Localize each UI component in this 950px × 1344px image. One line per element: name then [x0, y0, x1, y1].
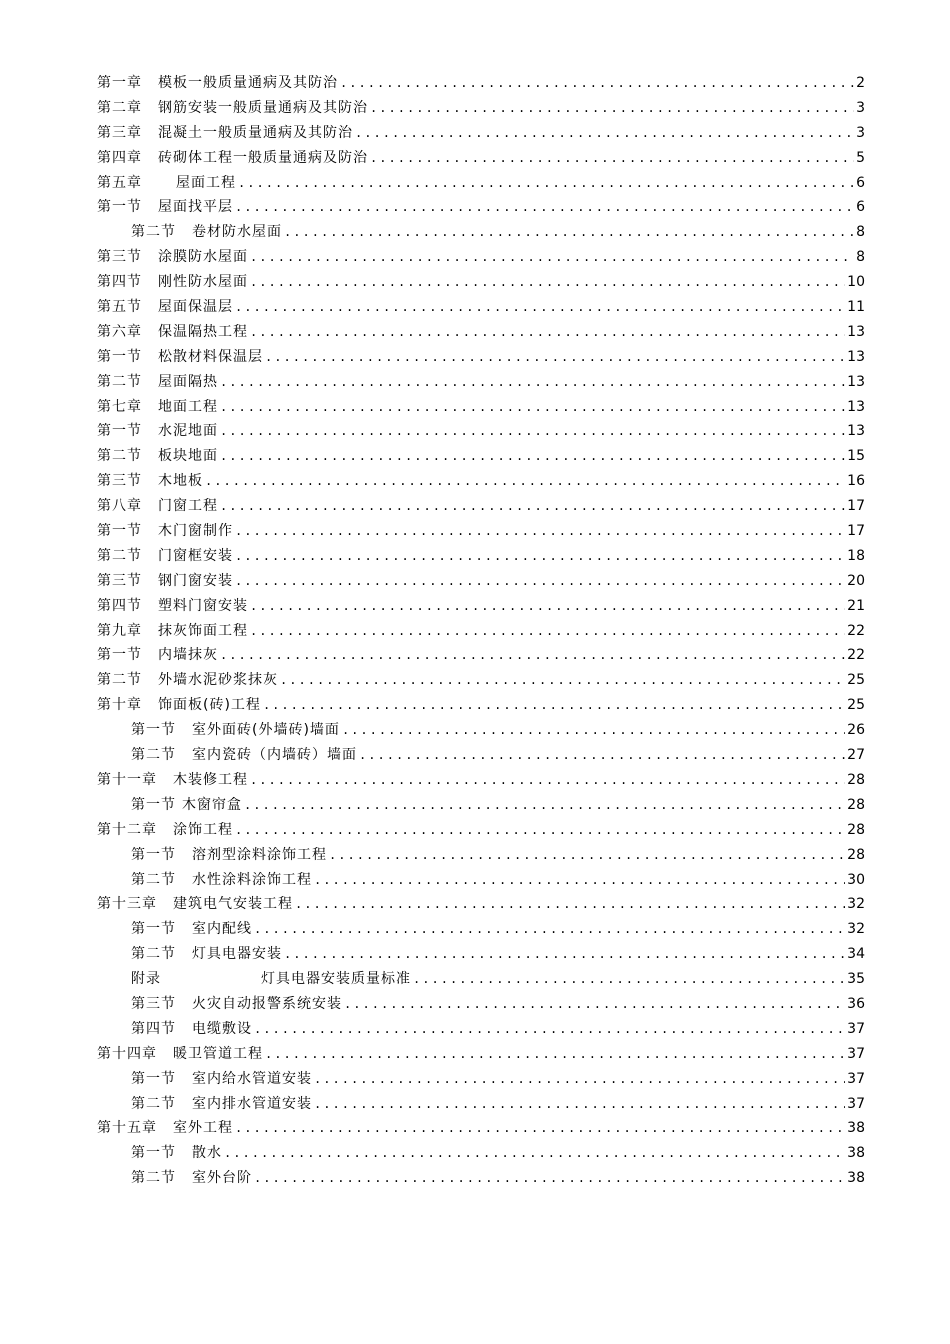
toc-entry-label [97, 245, 248, 270]
toc-dot-leader [235, 195, 854, 220]
toc-entry[interactable] [97, 892, 865, 917]
toc-entry[interactable] [97, 942, 865, 967]
toc-entry-title: 木窗帘盒 [182, 796, 242, 813]
toc-entry-title: 外墙水泥砂浆抹灰 [158, 672, 278, 689]
toc-page-number: 10 [847, 274, 865, 291]
toc-entry-number: 第一节 [131, 846, 176, 863]
toc-entry-title: 建筑电气安装工程 [173, 896, 293, 913]
toc-page-number: 17 [847, 523, 865, 540]
toc-entry-title: 火灾自动报警系统安装 [192, 995, 342, 1012]
toc-entry-label [97, 146, 368, 171]
toc-entry[interactable] [97, 444, 865, 469]
toc-entry-number: 第一节 [131, 921, 176, 938]
toc-page-number: 8 [856, 224, 865, 241]
toc-entry-title: 内墙抹灰 [158, 647, 218, 664]
toc-page-number: 6 [856, 174, 865, 191]
toc-entry[interactable] [97, 868, 865, 893]
toc-page-number: 34 [847, 946, 865, 963]
toc-entry-label [97, 643, 218, 668]
toc-page-number: 13 [847, 398, 865, 415]
toc-page-number: 8 [856, 249, 865, 266]
toc-entry-label [97, 519, 233, 544]
toc-entry-title: 涂饰工程 [173, 821, 233, 838]
toc-entry[interactable] [97, 544, 865, 569]
toc-entry[interactable] [97, 768, 865, 793]
toc-dot-leader [235, 295, 845, 320]
toc-entry-title: 混凝土一般质量通病及其防治 [158, 124, 353, 141]
toc-entry-title: 饰面板(砖)工程 [158, 697, 261, 714]
toc-page-number: 38 [847, 1145, 865, 1162]
toc-entry[interactable] [97, 917, 865, 942]
toc-entry[interactable] [97, 494, 865, 519]
toc-entry-number: 第二节 [131, 946, 176, 963]
toc-page-number: 38 [847, 1120, 865, 1137]
toc-dot-leader [224, 1141, 845, 1166]
toc-entry-number: 第四章 [97, 149, 142, 166]
toc-entry[interactable] [97, 419, 865, 444]
toc-entry-title: 室外工程 [173, 1120, 233, 1137]
toc-entry[interactable] [97, 967, 865, 992]
toc-page-number: 13 [847, 423, 865, 440]
toc-entry-label [97, 569, 233, 594]
toc-page-number: 37 [847, 1045, 865, 1062]
toc-dot-leader [250, 619, 845, 644]
toc-entry-title: 室内排水管道安装 [192, 1095, 312, 1112]
toc-page-number: 38 [847, 1170, 865, 1187]
toc-entry-number: 第三节 [97, 572, 142, 589]
toc-entry-label [131, 992, 342, 1017]
toc-entry-number: 第一节 [97, 647, 142, 664]
toc-entry-number: 第三节 [97, 473, 142, 490]
toc-entry-label [97, 768, 248, 793]
toc-dot-leader [280, 668, 845, 693]
toc-entry-number: 第一节 [131, 722, 176, 739]
toc-entry-label [97, 693, 261, 718]
toc-dot-leader [254, 1166, 845, 1191]
toc-entry[interactable] [97, 619, 865, 644]
toc-entry-number: 第二节 [97, 373, 142, 390]
toc-page-number: 28 [847, 846, 865, 863]
toc-entry-label [131, 967, 411, 992]
toc-entry-label [131, 1017, 252, 1042]
toc-entry-number: 第十一章 [97, 771, 157, 788]
toc-dot-leader [284, 942, 845, 967]
toc-page-number: 13 [847, 348, 865, 365]
toc-entry[interactable] [97, 96, 865, 121]
toc-entry-number: 第二节 [131, 871, 176, 888]
toc-entry-title: 塑料门窗安装 [158, 597, 248, 614]
toc-entry-title: 屋面找平层 [158, 199, 233, 216]
toc-entry-number: 第五节 [97, 299, 142, 316]
toc-dot-leader [340, 71, 854, 96]
toc-entry-title: 门窗工程 [158, 498, 218, 515]
toc-page-number: 28 [847, 821, 865, 838]
toc-entry-number: 第五章 [97, 174, 142, 191]
toc-dot-leader [314, 1067, 845, 1092]
toc-dot-leader [250, 768, 845, 793]
toc-page-number: 11 [847, 299, 865, 316]
toc-entry-title: 溶剂型涂料涂饰工程 [192, 846, 327, 863]
toc-dot-leader [220, 444, 845, 469]
toc-entry-title: 屋面工程 [176, 174, 236, 191]
toc-page-number: 28 [847, 796, 865, 813]
toc-entry-number: 第一节 [131, 796, 176, 813]
toc-entry[interactable] [97, 743, 865, 768]
toc-entry[interactable] [97, 793, 865, 818]
toc-dot-leader [220, 370, 845, 395]
toc-entry-label [97, 1116, 233, 1141]
toc-page-number: 30 [847, 871, 865, 888]
toc-page-number: 37 [847, 1095, 865, 1112]
toc-entry-label [131, 868, 312, 893]
toc-page-number: 3 [856, 99, 865, 116]
toc-dot-leader [220, 643, 845, 668]
toc-page-number: 18 [847, 547, 865, 564]
toc-entry-title: 屋面保温层 [158, 299, 233, 316]
toc-entry-number: 第三章 [97, 124, 142, 141]
toc-entry-title: 松散材料保温层 [158, 348, 263, 365]
toc-entry-label [131, 1092, 312, 1117]
toc-entry-label [97, 818, 233, 843]
toc-page-number: 28 [847, 771, 865, 788]
toc-entry-label [97, 370, 218, 395]
toc-entry-number: 第十章 [97, 697, 142, 714]
toc-entry[interactable] [97, 195, 865, 220]
toc-entry[interactable] [97, 643, 865, 668]
toc-dot-leader [254, 1017, 845, 1042]
toc-entry-number: 第一节 [97, 199, 142, 216]
toc-entry-label [131, 1067, 312, 1092]
toc-entry-number: 第三节 [97, 249, 142, 266]
toc-dot-leader [413, 967, 845, 992]
toc-dot-leader [250, 270, 845, 295]
toc-page-number: 26 [847, 722, 865, 739]
toc-entry-title: 灯具电器安装 [192, 946, 282, 963]
toc-entry-label [97, 96, 368, 121]
toc-entry-label [131, 942, 282, 967]
toc-entry-title: 保温隔热工程 [158, 323, 248, 340]
toc-entry-title: 室外台阶 [192, 1170, 252, 1187]
toc-page-number: 13 [847, 323, 865, 340]
toc-entry-label [97, 419, 218, 444]
toc-entry[interactable] [97, 270, 865, 295]
toc-entry[interactable] [97, 220, 865, 245]
toc-page-number: 15 [847, 448, 865, 465]
toc-entry-label [97, 171, 236, 196]
toc-entry[interactable] [97, 71, 865, 96]
toc-dot-leader [250, 594, 845, 619]
toc-entry-number: 第一节 [97, 423, 142, 440]
toc-entry[interactable] [97, 1042, 865, 1067]
toc-dot-leader [235, 818, 845, 843]
toc-entry[interactable] [97, 818, 865, 843]
toc-entry[interactable] [97, 121, 865, 146]
toc-dot-leader [220, 395, 845, 420]
toc-entry-title: 散水 [192, 1145, 222, 1162]
toc-entry-number: 第三节 [131, 995, 176, 1012]
toc-entry-number: 第二节 [97, 672, 142, 689]
toc-dot-leader [284, 220, 854, 245]
toc-dot-leader [265, 345, 845, 370]
toc-entry-number: 第二节 [131, 1170, 176, 1187]
toc-dot-leader [263, 693, 845, 718]
toc-entry[interactable] [97, 1067, 865, 1092]
toc-entry-number: 第十五章 [97, 1120, 157, 1137]
toc-dot-leader [370, 96, 854, 121]
toc-entry-number: 第八章 [97, 498, 142, 515]
toc-entry-label [97, 1042, 263, 1067]
toc-page-number: 17 [847, 498, 865, 515]
toc-entry-title: 刚性防水屋面 [158, 274, 248, 291]
toc-entry[interactable] [97, 320, 865, 345]
toc-dot-leader [254, 917, 845, 942]
toc-dot-leader [355, 121, 854, 146]
toc-entry-label [97, 320, 248, 345]
toc-entry-number: 第四节 [131, 1020, 176, 1037]
toc-entry[interactable] [97, 718, 865, 743]
toc-dot-leader [344, 992, 845, 1017]
toc-entry-label [97, 892, 293, 917]
toc-entry[interactable] [97, 594, 865, 619]
toc-entry-title: 灯具电器安装质量标准 [261, 971, 411, 988]
toc-entry-number: 第二节 [131, 1095, 176, 1112]
toc-entry-label [97, 295, 233, 320]
toc-entry-label [97, 544, 233, 569]
toc-dot-leader [205, 469, 845, 494]
toc-entry-number: 第一节 [131, 1145, 176, 1162]
toc-entry-title: 木地板 [158, 473, 203, 490]
toc-entry-label [131, 917, 252, 942]
toc-dot-leader [235, 1116, 845, 1141]
toc-entry-label [97, 71, 338, 96]
toc-entry-title: 室内瓷砖（内墙砖）墙面 [192, 747, 357, 764]
toc-entry-number: 第十三章 [97, 896, 157, 913]
toc-dot-leader [235, 544, 845, 569]
toc-entry-title: 室内配线 [192, 921, 252, 938]
toc-entry-number: 第十四章 [97, 1045, 157, 1062]
toc-entry[interactable] [97, 1166, 865, 1191]
toc-page-number: 16 [847, 473, 865, 490]
toc-entry-number: 第十二章 [97, 821, 157, 838]
toc-dot-leader [235, 569, 845, 594]
toc-entry-label [97, 469, 203, 494]
toc-entry-title: 水泥地面 [158, 423, 218, 440]
toc-entry-number: 第二节 [131, 224, 176, 241]
toc-entry[interactable] [97, 146, 865, 171]
toc-entry-number: 第一节 [97, 348, 142, 365]
toc-entry-title: 涂膜防水屋面 [158, 249, 248, 266]
toc-entry-number: 第一节 [97, 523, 142, 540]
toc-entry-number: 第一章 [97, 75, 142, 91]
toc-entry[interactable] [97, 295, 865, 320]
toc-dot-leader [220, 494, 845, 519]
toc-entry-number: 第九章 [97, 622, 142, 639]
toc-entry-number: 第二节 [97, 547, 142, 564]
toc-page-number: 32 [847, 896, 865, 913]
toc-entry-title: 木装修工程 [173, 771, 248, 788]
toc-entry[interactable] [97, 992, 865, 1017]
toc-entry-title: 钢门窗安装 [158, 572, 233, 589]
toc-entry-number: 第二章 [97, 99, 142, 116]
toc-dot-leader [295, 892, 845, 917]
toc-page-number: 5 [856, 149, 865, 166]
toc-entry[interactable] [97, 345, 865, 370]
toc-entry-number: 第四节 [97, 274, 142, 291]
toc-dot-leader [342, 718, 845, 743]
toc-page-number: 35 [847, 971, 865, 988]
toc-entry-title: 室外面砖(外墙砖)墙面 [192, 722, 340, 739]
toc-entry-label [131, 843, 327, 868]
toc-entry[interactable] [97, 519, 865, 544]
toc-page-number: 3 [856, 124, 865, 141]
toc-page-number: 36 [847, 995, 865, 1012]
toc-entry[interactable] [97, 171, 865, 196]
toc-entry-number: 第二节 [97, 448, 142, 465]
toc-entry-label [97, 345, 263, 370]
toc-entry-title: 板块地面 [158, 448, 218, 465]
toc-entry-title: 钢筋安装一般质量通病及其防治 [158, 99, 368, 116]
toc-page-number: 22 [847, 622, 865, 639]
toc-entry-label [131, 718, 340, 743]
toc-entry-label [97, 668, 278, 693]
toc-entry-label [97, 494, 218, 519]
toc-entry[interactable] [97, 569, 865, 594]
toc-page-number: 6 [856, 199, 865, 216]
toc-dot-leader [238, 171, 854, 196]
toc-page-number: 37 [847, 1020, 865, 1037]
toc-page-number: 37 [847, 1070, 865, 1087]
toc-page-number: 25 [847, 672, 865, 689]
toc-entry[interactable] [97, 1141, 865, 1166]
toc-entry-title: 水性涂料涂饰工程 [192, 871, 312, 888]
toc-dot-leader [329, 843, 845, 868]
toc-page-number: 22 [847, 647, 865, 664]
toc-entry-label [97, 594, 248, 619]
toc-entry[interactable] [97, 1017, 865, 1042]
toc-entry-number: 第四节 [97, 597, 142, 614]
toc-entry-label [97, 395, 218, 420]
toc-entry-number: 第一节 [131, 1070, 176, 1087]
toc-entry-number: 第六章 [97, 323, 142, 340]
toc-dot-leader [370, 146, 854, 171]
toc-entry-title: 木门窗制作 [158, 523, 233, 540]
toc-dot-leader [235, 519, 845, 544]
toc-entry[interactable] [97, 469, 865, 494]
toc-entry-label [131, 1166, 252, 1191]
toc-dot-leader [244, 793, 845, 818]
toc-dot-leader [265, 1042, 845, 1067]
toc-entry[interactable] [97, 245, 865, 270]
toc-dot-leader [250, 245, 854, 270]
toc-dot-leader [314, 868, 845, 893]
toc-entry-title: 暖卫管道工程 [173, 1045, 263, 1062]
toc-dot-leader [314, 1092, 845, 1117]
toc-entry-title: 地面工程 [158, 398, 218, 415]
toc-dot-leader [220, 419, 845, 444]
toc-entry-title: 屋面隔热 [158, 373, 218, 390]
toc-entry[interactable] [97, 1092, 865, 1117]
toc-page-number: 25 [847, 697, 865, 714]
toc-page-number: 13 [847, 373, 865, 390]
toc-entry-label [97, 195, 233, 220]
toc-entry-number: 第二节 [131, 747, 176, 764]
toc-entry-title: 抹灰饰面工程 [158, 622, 248, 639]
toc-entry-title: 砖砌体工程一般质量通病及防治 [158, 149, 368, 166]
toc-dot-leader [250, 320, 845, 345]
toc-entry-label [131, 1141, 222, 1166]
toc-entry-label [97, 121, 353, 146]
toc-dot-leader [359, 743, 845, 768]
toc-entry[interactable] [97, 370, 865, 395]
toc-page-number: 32 [847, 921, 865, 938]
toc-entry-number: 第七章 [97, 398, 142, 415]
toc-entry[interactable] [97, 668, 865, 693]
toc-entry-title: 卷材防水屋面 [192, 224, 282, 241]
toc-entry[interactable] [97, 1116, 865, 1141]
toc-entry-title: 门窗框安装 [158, 547, 233, 564]
toc-entry-number: 附录 [131, 971, 161, 988]
toc-entry-label [131, 743, 357, 768]
toc-page-number: 27 [847, 747, 865, 764]
toc-entry-label [97, 444, 218, 469]
table-of-contents [97, 71, 865, 1191]
toc-entry-title: 室内给水管道安装 [192, 1070, 312, 1087]
toc-entry[interactable] [97, 843, 865, 868]
toc-page-number: 21 [847, 597, 865, 614]
toc-entry[interactable] [97, 395, 865, 420]
toc-entry-label [97, 619, 248, 644]
toc-entry-title: 模板一般质量通病及其防治 [158, 75, 338, 91]
toc-page-number: 2 [856, 75, 865, 91]
toc-entry-label [131, 220, 282, 245]
toc-page-number: 20 [847, 572, 865, 589]
toc-entry-label [97, 270, 248, 295]
toc-entry[interactable] [97, 693, 865, 718]
toc-entry-label [131, 793, 242, 818]
toc-entry-title: 电缆敷设 [192, 1020, 252, 1037]
